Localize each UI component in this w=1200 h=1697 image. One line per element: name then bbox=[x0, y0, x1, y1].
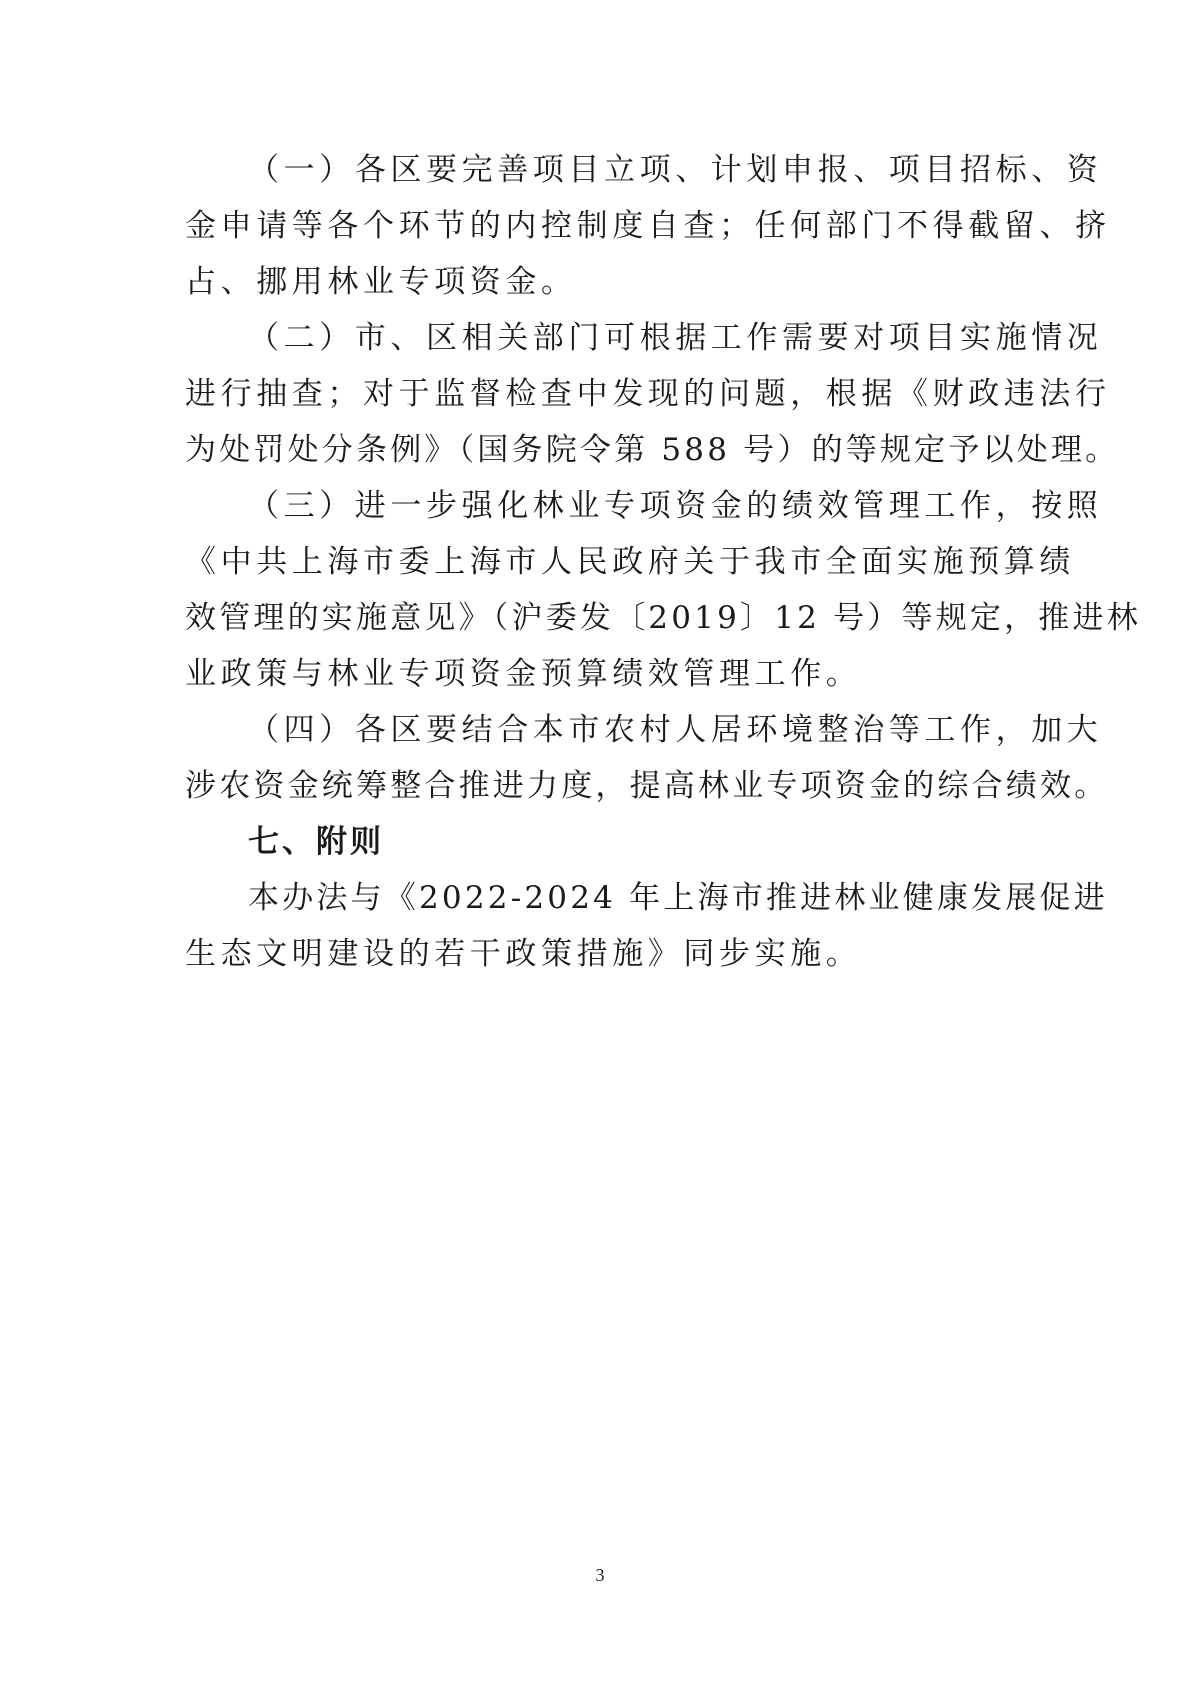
paragraph-2-line-1: （二）市、区相关部门可根据工作需要对项目实施情况 bbox=[248, 320, 1103, 356]
paragraph-3-line-2: 《中共上海市委上海市人民政府关于我市全面实施预算绩 bbox=[185, 544, 1075, 580]
paragraph-3-line-3: 效管理的实施意见》（沪委发〔2019〕12 号）等规定，推进林 bbox=[185, 600, 1141, 636]
paragraph-5-line-2: 生态文明建设的若干政策措施》同步实施。 bbox=[185, 936, 862, 972]
paragraph-2-line-3: 为处罚处分条例》（国务院令第 588 号）的等规定予以处理。 bbox=[185, 432, 1120, 468]
paragraph-4-line-1: （四）各区要结合本市农村人居环境整治等工作，加大 bbox=[248, 712, 1103, 748]
page-number: 3 bbox=[595, 1565, 605, 1585]
paragraph-4-line-2: 涉农资金统筹整合推进力度，提高林业专项资金的综合绩效。 bbox=[185, 768, 1109, 804]
paragraph-3-line-4: 业政策与林业专项资金预算绩效管理工作。 bbox=[185, 656, 862, 692]
paragraph-2-line-2: 进行抽查；对于监督检查中发现的问题，根据《财政违法行 bbox=[185, 376, 1111, 412]
paragraph-1-line-3: 占、挪用林业专项资金。 bbox=[185, 264, 577, 300]
section-heading-appendix: 七、附则 bbox=[248, 824, 384, 860]
paragraph-1-line-1: （一）各区要完善项目立项、计划申报、项目招标、资 bbox=[248, 152, 1103, 188]
paragraph-1-line-2: 金申请等各个环节的内控制度自查；任何部门不得截留、挤 bbox=[185, 208, 1111, 244]
paragraph-3-line-1: （三）进一步强化林业专项资金的绩效管理工作，按照 bbox=[248, 488, 1103, 524]
paragraph-5-line-1: 本办法与《2022-2024 年上海市推进林业健康发展促进 bbox=[248, 880, 1108, 916]
